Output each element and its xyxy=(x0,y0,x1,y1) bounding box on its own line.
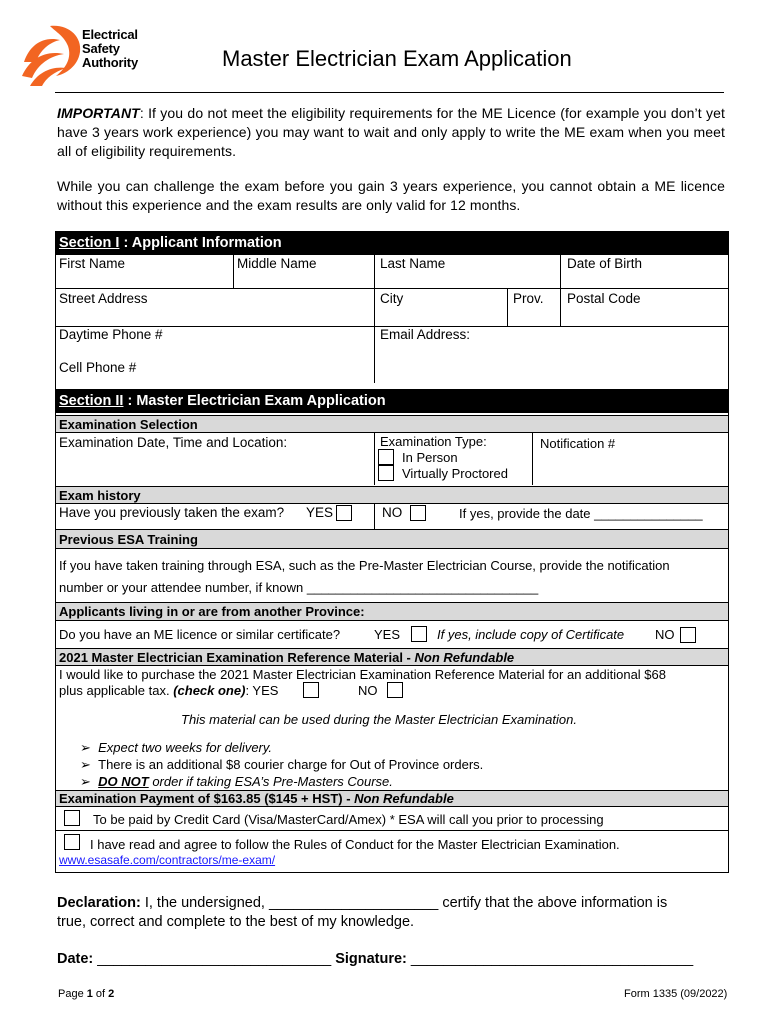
logo-line-2: Safety xyxy=(82,41,120,56)
other-province-header: Applicants living in or are from another Province: xyxy=(55,602,729,621)
date-signature-row xyxy=(57,951,693,967)
signature-label: Signature: xyxy=(335,951,407,967)
if-yes-date-field[interactable]: If yes, provide the date _______________ xyxy=(459,506,703,521)
divider xyxy=(507,288,508,326)
declaration-text-2: true, correct and complete to the best of my knowledge. xyxy=(57,914,415,930)
page-number xyxy=(58,988,114,1000)
divider xyxy=(374,255,375,383)
licence-yes-checkbox[interactable] xyxy=(411,626,427,642)
training-number-field[interactable]: number or your attendee number, if known ________________________________ xyxy=(59,580,539,595)
middle-name-field[interactable]: Middle Name xyxy=(237,256,317,271)
exam-history-header: Exam history xyxy=(55,486,729,504)
taken-no-label: NO xyxy=(382,505,403,520)
rules-checkbox[interactable] xyxy=(64,834,80,850)
ref-no-checkbox[interactable] xyxy=(387,682,403,698)
divider xyxy=(374,504,375,529)
rules-label: I have read and agree to follow the Rules of Conduct for the Master Electrician Examination. xyxy=(90,837,620,852)
divider xyxy=(55,830,729,831)
page-current: 1 xyxy=(86,988,93,1000)
ref-text-1: I would like to purchase the 2021 Master Electrician Examination Reference Material for an additional $68 xyxy=(59,667,667,682)
title-divider xyxy=(55,92,724,93)
ref-title-ital: Non Refundable xyxy=(414,650,515,665)
signature-field[interactable]: ___________________________________ xyxy=(406,951,694,967)
reference-material-header xyxy=(55,648,729,666)
ref-text-2a: plus applicable tax. xyxy=(59,683,174,698)
province-field[interactable]: Prov. xyxy=(513,291,544,306)
section-1-title-underlined: Section I xyxy=(59,235,120,251)
declaration-name-field[interactable]: I, the undersigned, _____________________ certify that the above information is xyxy=(140,895,668,911)
declaration-label: Declaration: xyxy=(57,895,141,911)
section-1-title-rest: : Applicant Information xyxy=(119,235,282,251)
section-2-title-underlined: Section II xyxy=(59,393,124,409)
exam-selection-header: Examination Selection xyxy=(55,415,729,433)
ref-yes-label: : YES xyxy=(245,683,279,698)
street-address-field[interactable]: Street Address xyxy=(59,291,148,306)
divider xyxy=(55,288,729,289)
page-total: 2 xyxy=(108,988,115,1000)
bullet-2 xyxy=(80,757,483,773)
virtual-checkbox[interactable] xyxy=(378,465,394,481)
ref-note: This material can be used during the Master Electrician Examination. xyxy=(181,712,577,727)
bullet-2-text: There is an additional $8 courier charge for Out of Province orders. xyxy=(98,757,484,772)
important-label: IMPORTANT xyxy=(57,105,140,121)
ref-yes-checkbox[interactable] xyxy=(303,682,319,698)
licence-question: Do you have an ME licence or similar certificate? xyxy=(59,627,341,642)
ref-text-2 xyxy=(59,683,278,698)
form-number: Form 1335 (09/2022) xyxy=(624,988,728,1000)
logo-line-1: Electrical xyxy=(82,27,138,42)
arrow-bullet-icon: ➢ xyxy=(80,757,91,772)
page-label: Page xyxy=(58,988,87,1000)
divider xyxy=(233,255,234,288)
bullet-1-text: Expect two weeks for delivery. xyxy=(98,740,273,755)
in-person-label: In Person xyxy=(402,450,458,465)
check-one-label: (check one) xyxy=(173,683,246,698)
section-2-title-rest: : Master Electrician Exam Application xyxy=(123,393,386,409)
ref-no-label: NO xyxy=(358,683,378,698)
bullet-1 xyxy=(80,740,272,756)
first-name-field[interactable]: First Name xyxy=(59,256,126,271)
divider xyxy=(374,433,375,485)
in-person-checkbox[interactable] xyxy=(378,449,394,465)
email-field[interactable]: Email Address: xyxy=(380,327,471,342)
payment-bold: Examination Payment of $163.85 ($145 + HST) - xyxy=(59,791,355,806)
virtual-label: Virtually Proctored xyxy=(402,466,508,481)
taken-before-label: Have you previously taken the exam? xyxy=(59,505,285,520)
arrow-bullet-icon: ➢ xyxy=(80,774,91,789)
cell-phone-field[interactable]: Cell Phone # xyxy=(59,360,137,375)
date-label: Date: xyxy=(57,951,94,967)
declaration xyxy=(57,894,667,932)
taken-yes-label: YES xyxy=(306,505,334,520)
daytime-phone-field[interactable]: Daytime Phone # xyxy=(59,327,163,342)
challenge-paragraph: While you can challenge the exam before you gain 3 years experience, you cannot obtain a ME licence without this experience and the exam results are only valid for 12 months. xyxy=(57,178,725,213)
postal-code-field[interactable]: Postal Code xyxy=(567,291,641,306)
divider xyxy=(560,255,561,326)
licence-no-checkbox[interactable] xyxy=(680,627,696,643)
logo-line-3: Authority xyxy=(82,55,138,70)
training-text-1: If you have taken training through ESA, such as the Pre-Master Electrician Course, provide the notification xyxy=(59,558,670,573)
licence-no-label: NO xyxy=(655,627,675,642)
payment-ital: Non Refundable xyxy=(354,791,454,806)
prev-training-header: Previous ESA Training xyxy=(55,529,729,549)
licence-yes-label: YES xyxy=(374,627,401,642)
section-2-header xyxy=(55,389,729,413)
rules-link[interactable]: www.esasafe.com/contractors/me-exam/ xyxy=(59,853,276,867)
page-title: Master Electrician Exam Application xyxy=(222,46,572,71)
date-field[interactable]: _____________________________ xyxy=(93,951,336,967)
notification-field[interactable]: Notification # xyxy=(540,436,616,451)
section-1-header xyxy=(55,231,729,255)
taken-no-checkbox[interactable] xyxy=(410,505,426,521)
credit-card-checkbox[interactable] xyxy=(64,810,80,826)
dob-field[interactable]: Date of Birth xyxy=(567,256,643,271)
credit-card-label: To be paid by Credit Card (Visa/MasterCard/Amex) * ESA will call you prior to processing xyxy=(93,812,604,827)
page-of: of xyxy=(92,988,109,1000)
important-paragraph xyxy=(57,104,725,161)
exam-date-field[interactable]: Examination Date, Time and Location: xyxy=(59,435,288,450)
esa-logo-swoosh-icon xyxy=(20,22,84,88)
payment-header xyxy=(55,790,729,807)
important-text: : If you do not meet the eligibility requirements for the ME Licence (for example you don’t yet have 3 years work experience) you may want to wait and only apply to write the ME exam when you meet all of eligibility requirements. xyxy=(57,105,725,159)
taken-yes-checkbox[interactable] xyxy=(336,505,352,521)
ref-title-bold: 2021 Master Electrician Examination Reference Material - xyxy=(59,650,415,665)
esa-logo xyxy=(20,22,150,88)
last-name-field[interactable]: Last Name xyxy=(380,256,446,271)
exam-type-label: Examination Type: xyxy=(380,434,487,449)
bullet-3 xyxy=(80,774,393,790)
arrow-bullet-icon: ➢ xyxy=(80,740,91,755)
divider xyxy=(532,433,533,485)
bullet-3-emph: DO NOT xyxy=(98,774,149,789)
include-copy-note: If yes, include copy of Certificate xyxy=(437,627,625,642)
city-field[interactable]: City xyxy=(380,291,404,306)
rules-link-wrap xyxy=(59,853,275,867)
bullet-3-text: order if taking ESA’s Pre-Masters Course. xyxy=(148,774,393,789)
